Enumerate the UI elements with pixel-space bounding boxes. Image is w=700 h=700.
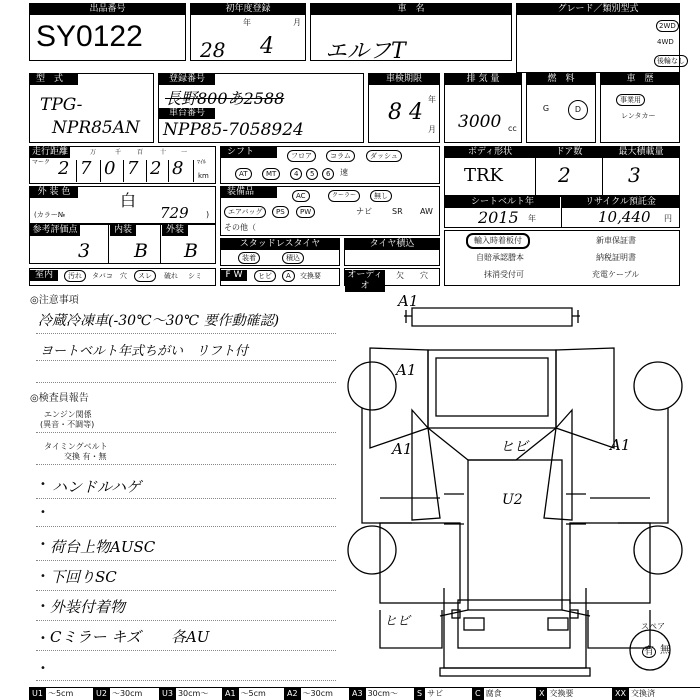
inspector-line-1: ハンドルハゲ <box>52 478 141 496</box>
fw-replace: 交換要 <box>300 272 321 280</box>
grades-label: 参考評価点 <box>30 225 80 236</box>
diagram-mark-crack-rear: ヒビ <box>384 614 411 629</box>
spare-label: スペア <box>641 622 665 631</box>
notes-line-2: ヨートベルト年式ちがい リフト付 <box>40 344 249 359</box>
mileage-suffix-mile: ﾏｲﾙ <box>197 159 207 166</box>
legend-code: A3 <box>349 688 366 700</box>
fuel-label: 燃 料 <box>527 74 595 85</box>
inspector-title: ◎検査員報告 <box>30 393 89 404</box>
legend-text: ～5cm <box>240 689 266 698</box>
mileage-digit-6: 8 <box>172 158 184 179</box>
exterior-grade-label: 外装 <box>162 225 188 236</box>
model-type-value-1: TPG- <box>40 95 83 115</box>
lot-value: SY0122 <box>36 20 143 53</box>
diagram-mark-a1-left: A1 <box>392 440 413 458</box>
reg-value: 長野800あ2588 <box>165 89 285 108</box>
legend-text: 30cm～ <box>367 689 398 698</box>
doc-new-warranty: 新車保証書 <box>596 236 636 245</box>
inspection-year-unit: 年 <box>428 95 436 104</box>
interior-dirt: 汚れ <box>64 270 86 282</box>
mileage-digit-1: 2 <box>58 158 70 179</box>
engine-label: エンジン関係 <box>44 410 92 419</box>
doc-insurance: 自賠承認謄本 <box>476 253 524 262</box>
equip-other: その他（ <box>224 223 256 232</box>
drive-none: 後輪なし <box>654 55 688 67</box>
exterior-grade-value: B <box>184 240 198 262</box>
legend-text: 交換要 <box>549 689 574 698</box>
reg-label: 登録番号 <box>159 74 215 85</box>
recycle-unit: 円 <box>664 214 672 223</box>
audio-hole: 穴 <box>420 271 428 280</box>
chassis-label: 車台番号 <box>159 108 215 119</box>
spare-yes: 有 <box>644 646 654 657</box>
legend-code: U2 <box>93 688 110 700</box>
mileage-suffix-km: km <box>198 172 209 180</box>
model-type-value-2: NPR85AN <box>52 118 140 138</box>
displacement-label: 排 気 量 <box>445 74 521 85</box>
doors-label: ドア数 <box>536 147 602 158</box>
color-code-close: ) <box>206 210 210 219</box>
interior-grade-label: 内装 <box>110 225 136 236</box>
equip-ps: PS <box>272 206 289 218</box>
mileage-digit-4: 7 <box>127 158 139 179</box>
equip-aw: AW <box>420 207 433 216</box>
recycle-value: 10,440 <box>598 208 651 226</box>
unit-man: 万 <box>90 149 97 156</box>
notes-line-1: 冷蔵冷凍車(-30℃～30℃ 要作動確認) <box>38 313 280 329</box>
car-name-value: エルフT <box>325 39 406 64</box>
body-type-label: ボディ形状 <box>445 147 535 158</box>
mileage-digit-5: 2 <box>150 158 162 179</box>
interior-stain: シミ <box>188 272 202 280</box>
interior-grade-value: B <box>134 240 148 262</box>
inspector-line-5: 外装付着物 <box>50 598 126 616</box>
year-unit: 年 <box>243 18 251 27</box>
color-value: 白 <box>120 191 137 210</box>
studless-loaded: 積込 <box>282 252 304 264</box>
color-code-value: 729 <box>160 204 189 222</box>
legend-c <box>472 688 502 700</box>
unit-ichi: 一 <box>181 149 188 156</box>
doc-charge-cable: 充電ケーブル <box>592 270 640 279</box>
fuel-g-option: G <box>542 104 550 113</box>
car-name-label: 車 名 <box>311 4 511 15</box>
seatbelt-label: シートベルト年 <box>445 197 560 208</box>
color-code-label: (カラー№ <box>34 211 66 219</box>
shift-6: 6 <box>322 168 334 180</box>
legend-text: サビ <box>427 689 444 698</box>
shift-column: コラム <box>326 150 355 162</box>
mileage-label: 走行距離 <box>31 147 68 157</box>
legend-code: A1 <box>222 688 239 700</box>
legend-u1 <box>29 688 73 700</box>
legend-a2 <box>284 688 333 700</box>
equipment-label: 装備品 <box>221 187 277 198</box>
mileage-digit-2: 7 <box>80 158 92 179</box>
timing-exchange: 交換 有・無 <box>64 452 107 461</box>
legend-u2 <box>93 688 142 700</box>
studless-mounted: 装着 <box>238 252 260 264</box>
legend-code: XX <box>612 688 629 700</box>
equip-ac: AC <box>292 190 310 202</box>
equip-navi: ナビ <box>356 207 372 216</box>
inspection-month-unit: 月 <box>428 125 436 134</box>
lot-label: 出品番号 <box>30 4 185 15</box>
legend-code: A2 <box>284 688 301 700</box>
legend-u3 <box>159 688 208 700</box>
legend-a3 <box>349 688 398 700</box>
timing-label: タイミングベルト <box>44 442 108 451</box>
shift-4: 4 <box>290 168 302 180</box>
legend-code: C <box>472 688 484 700</box>
unit-sen: 千 <box>115 149 122 156</box>
grade-label: グレード／類別型式 <box>517 4 679 15</box>
first-reg-label: 初年度登録 <box>191 4 305 15</box>
unit-juu: 十 <box>160 149 167 156</box>
month-unit: 月 <box>293 18 301 27</box>
doc-import-plate: 輸入時着板付 <box>466 233 530 249</box>
inspection-value: 8 4 <box>388 100 423 125</box>
equip-cooler: クーラー <box>328 190 360 202</box>
shift-at: AT <box>235 168 252 180</box>
legend-text: ～30cm <box>111 689 143 698</box>
inspector-line-4: 下回りSC <box>50 568 117 586</box>
legend-text: 交換済 <box>630 689 655 698</box>
legend-code: S <box>414 688 425 700</box>
legend-text: 30cm～ <box>177 689 209 698</box>
legend-text: ～30cm <box>302 689 333 698</box>
doors-value: 2 <box>558 163 571 187</box>
audio-missing: 欠 <box>396 271 404 280</box>
inspector-line-3: 荷台上物AUSC <box>50 538 156 556</box>
first-reg-year: 28 <box>200 38 226 62</box>
doc-deregistration: 抹消受付可 <box>484 270 524 279</box>
legend-text: ～5cm <box>47 689 74 698</box>
legend-code: U3 <box>159 688 176 700</box>
equip-pw: PW <box>296 206 315 218</box>
legend-code: U1 <box>29 688 46 700</box>
legend-a1 <box>222 688 266 700</box>
first-reg-month: 4 <box>260 34 274 59</box>
drive-4wd: 4WD <box>657 38 674 46</box>
fw-a: A <box>282 270 295 282</box>
usage-business: 事業用 <box>616 94 645 106</box>
studless-label: スタッドレスタイヤ <box>221 239 339 250</box>
diagram-mark-a1-left-upper: A1 <box>396 361 417 379</box>
overall-grade-value: 3 <box>78 240 91 262</box>
doc-tax-cert: 納税証明書 <box>596 253 636 262</box>
legend-text: 腐食 <box>485 689 502 698</box>
engine-sub: (異音・不調等) <box>40 420 95 429</box>
equip-sr: SR <box>392 207 403 216</box>
interior-hole: 穴 <box>120 272 127 280</box>
diagram-mark-crack-center: ヒビ <box>500 439 528 455</box>
body-type-value: TRK <box>464 165 504 186</box>
shift-5: 5 <box>306 168 318 180</box>
tire-load-label: タイヤ積込 <box>345 239 439 250</box>
interior-tear: 破れ <box>164 272 178 280</box>
interior-tobacco: タバコ <box>92 272 113 280</box>
shift-mt: MT <box>262 168 280 180</box>
displacement-value: 3000 <box>458 112 502 132</box>
displacement-unit: cc <box>508 124 517 133</box>
equip-none: 無し <box>370 190 392 202</box>
chassis-value: NPP85-7058924 <box>163 120 304 140</box>
capacity-value: 3 <box>628 163 641 187</box>
spare-no: 無 <box>660 645 670 656</box>
capacity-label: 最大積載量 <box>603 147 679 158</box>
usage-rental: レンタカー <box>621 112 656 120</box>
inspection-label: 車検期限 <box>369 74 439 85</box>
mileage-digit-3: 0 <box>104 158 116 179</box>
seatbelt-unit: 年 <box>528 214 536 223</box>
notes-title: ◎注意事項 <box>30 295 79 306</box>
legend-x <box>536 688 573 700</box>
usage-label: 車 歴 <box>601 74 679 85</box>
mileage-mark-label: マーク <box>32 159 51 166</box>
fuel-d-option: D <box>568 100 588 120</box>
diagram-mark-a1-right: A1 <box>610 436 631 454</box>
shift-label: シフト <box>221 147 277 158</box>
seatbelt-value: 2015 <box>478 208 519 227</box>
shift-dash: ダッシュ <box>366 150 402 162</box>
interior-scuff: スレ <box>134 270 156 282</box>
legend-xx <box>612 688 655 700</box>
fw-crack: ヒビ <box>254 270 276 282</box>
fw-label: F W <box>221 270 247 281</box>
diagram-mark-u2: U2 <box>502 492 523 508</box>
legend-code: X <box>536 688 547 700</box>
color-label: 外 装 色 <box>30 187 78 198</box>
audio-label: オーディオ <box>345 270 385 292</box>
drive-2wd: 2WD <box>656 20 679 32</box>
unit-hyaku: 百 <box>137 149 144 156</box>
model-type-label: 型 式 <box>30 74 78 85</box>
inspector-line-6: Cミラー キズ 各AU <box>50 628 210 646</box>
shift-floor: フロア <box>287 150 316 162</box>
shift-speed: 速 <box>340 168 348 177</box>
recycle-label: リサイクル預託金 <box>562 197 679 208</box>
equip-airbag: エアバッグ <box>224 206 266 218</box>
diagram-mark-a1-top: A1 <box>398 292 419 310</box>
legend-s <box>414 688 443 700</box>
interior-label: 室内 <box>30 270 58 281</box>
